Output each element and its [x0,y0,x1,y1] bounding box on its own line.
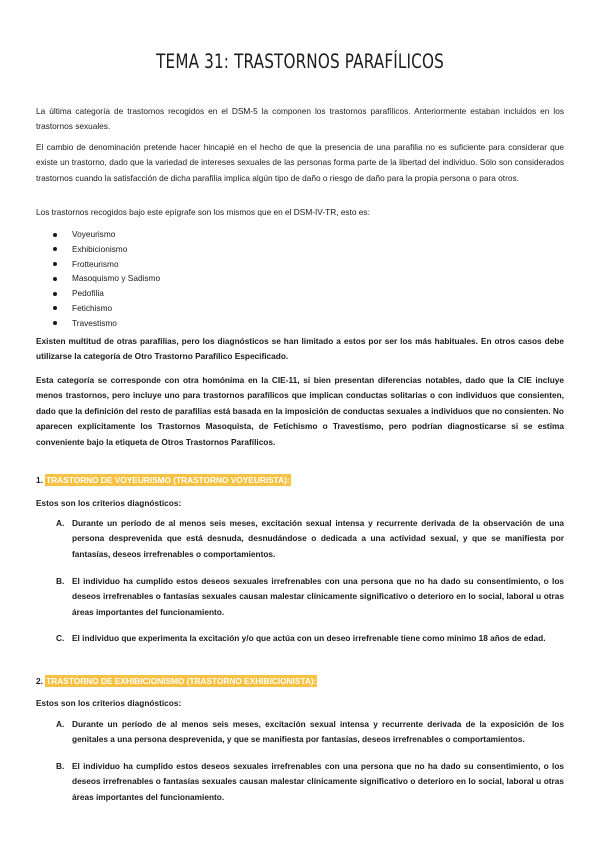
criterion-b [56,574,564,620]
intro-paragraph-3: Los trastornos recogidos bajo este epígrafe son los mismos que en el DSM-IV-TR, esto es: [36,207,370,217]
list-item: Exhibicionismo [52,242,160,257]
criterion-letter: B. [56,576,65,586]
paraphilia-list [52,227,160,331]
section-heading-voyeurismo [36,474,291,486]
criterion-letter: C. [56,633,65,643]
criterion-letter: A. [56,719,65,729]
section-number: 1. [36,475,43,485]
intro-paragraph-1: La última categoría de trastornos recogidos en el DSM-5 la componen los trastornos parafílicos. Anteriormente estaban incluidos en los trastornos sexuales. [36,106,564,132]
list-item: Voyeurismo [52,227,160,242]
list-item: Travestismo [52,316,160,331]
page-title: TEMA 31: TRASTORNOS PARAFÍLICOS [156,50,444,73]
criterion-c [56,631,564,646]
list-item: Masoquismo y Sadismo [52,271,160,286]
list-item: Fetichismo [52,301,160,316]
list-item: Frotteurismo [52,257,160,272]
criteria-intro: Estos son los criterios diagnósticos: [36,698,182,708]
criterion-letter: B. [56,761,65,771]
criterion-text: El individuo ha cumplido estos deseos sexuales irrefrenables con una persona que no ha dado su consentimiento, o los deseos irrefrenables o fantasías sexuales causan malestar clínicamente significativo o deterioro en lo social, laboral u otras áreas importantes del funcionamiento. [72,576,564,617]
section-number: 2. [36,676,43,686]
criteria-intro: Estos son los criterios diagnósticos: [36,498,182,508]
criterion-letter: A. [56,518,65,528]
after-list-paragraph-1: Existen multitud de otras parafilias, pero los diagnósticos se han limitado a estos por ser los más habituales. En otros casos debe utilizarse la categoría de Otro Trastorno Parafílico Especificado. [36,336,564,362]
criterion-a [56,516,564,562]
list-item: Pedofilia [52,286,160,301]
intro-paragraph-2: El cambio de denominación pretende hacer hincapié en el hecho de que la presencia de una parafilia no es suficiente para considerar que existe un trastorno, dado que la variedad de intereses sexuales de las personas forma parte de la libertad del individuo. Sólo son considerados trastornos cuando la satisfacción de dicha parafilia implica algún tipo de daño o riesgo de daño para la propia persona o para otros. [36,142,564,183]
criterion-text: Durante un período de al menos seis meses, excitación sexual intensa y recurrente derivada de la observación de una persona desprevenida que está desnuda, desnudándose o dedicada a una actividad sexual, y que se manifiesta por fantasías, deseos irrefrenables o comportamientos. [72,518,564,559]
criterion-b [56,759,564,805]
criterion-text: El individuo ha cumplido estos deseos sexuales irrefrenables con una persona que no ha dado su consentimiento, o los deseos irrefrenables o fantasías sexuales causan malestar clínicamente significativo o deterioro en lo social, laboral u otras áreas importantes del funcionamiento. [72,761,564,802]
section-heading-exhibicionismo [36,675,317,687]
after-list-paragraph-2: Esta categoría se corresponde con otra homónima en la CIE-11, si bien presentan diferencias notables, dado que la CIE incluye menos trastornos, pero incluye uno para trastornos parafílicos que implican conductas solitarias o con individuos que consienten, dado que la definición del resto de parafilias está basada en la imposición de conductas sexuales a individuos que no consienten. No aparecen explícitamente los Trastornos Masoquista, de Fetichismo o Travestismo, pero podrían diagnosticarse si se estima conveniente bajo la etiqueta de Otros Trastornos Parafílicos. [36,375,564,447]
section-heading-text: TRASTORNO DE VOYEURISMO (TRASTORNO VOYEURISTA): [46,475,290,485]
section-heading-text: TRASTORNO DE EXHIBICIONISMO (TRASTORNO EXHIBICIONISTA): [46,676,317,686]
criterion-a [56,717,564,748]
criterion-text: El individuo que experimenta la excitación y/o que actúa con un deseo irrefrenable tiene como mínimo 18 años de edad. [72,633,546,643]
criterion-text: Durante un período de al menos seis meses, excitación sexual intensa y recurrente derivada de la exposición de los genitales a una persona desprevenida, y que se manifiesta por fantasías, deseos irrefrenables o comportamientos. [72,719,564,745]
